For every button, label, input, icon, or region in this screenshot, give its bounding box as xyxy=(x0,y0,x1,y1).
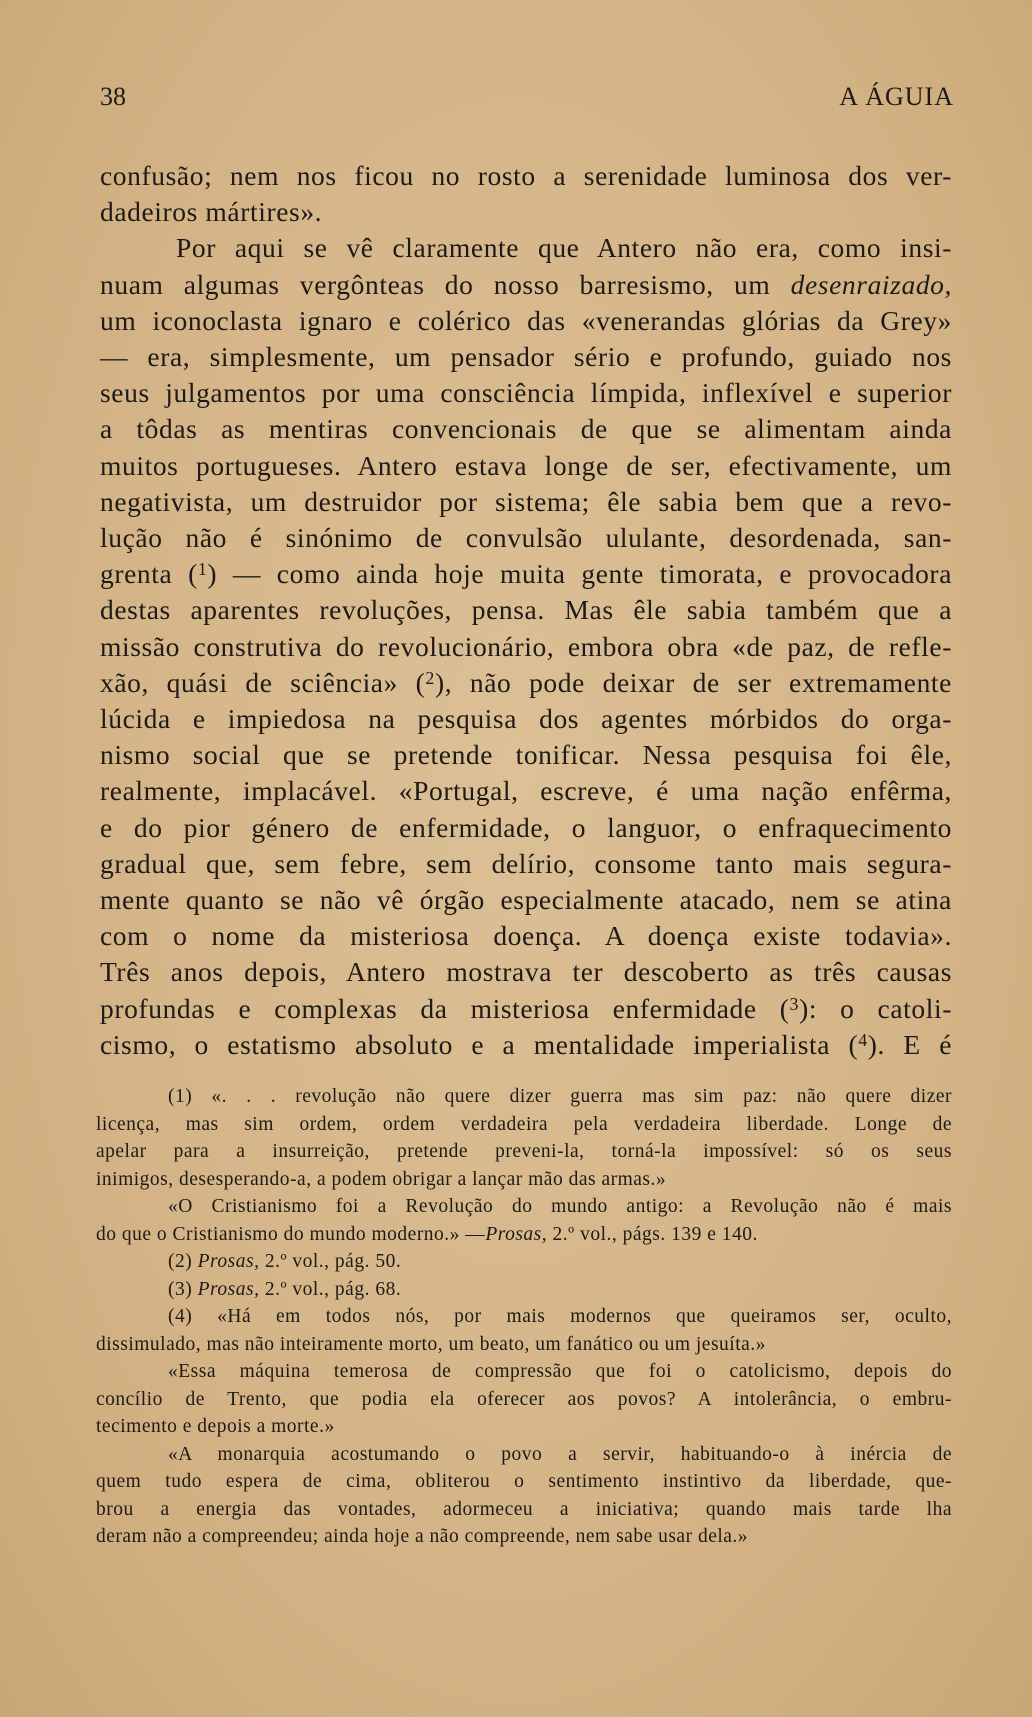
text-line: nuam algumas vergônteas do nosso barresismo, um desenraizado, xyxy=(100,268,952,300)
text-line: cismo, o estatismo absoluto e a mentalidade imperialista ($^4$). E é xyxy=(100,1028,953,1060)
running-head xyxy=(100,82,954,118)
journal-title: A ÁGUIA xyxy=(839,82,954,111)
text-line: a tôdas as mentiras convencionais de que se alimentam ainda xyxy=(100,413,952,445)
text-line: e do pior género de enfermidade, o languor, o enfraquecimento xyxy=(100,811,952,843)
footnote-line: «Essa máquina temerosa de compressão que foi o catolicismo, depois do xyxy=(168,1361,952,1382)
footnote-ref: 4 xyxy=(858,1029,868,1050)
text-line: muitos portugueses. Antero estava longe de ser, efectivamente, um xyxy=(100,449,952,481)
footnote-line: «A monarquia acostumando o povo a servir, habituando-o à inércia de xyxy=(168,1443,952,1465)
footnote-line: quem tudo espera de cima, obliterou o sentimento instintivo da liberdade, que- xyxy=(96,1471,952,1492)
footnote-line: (1) «. . . revolução não quere dizer guerra mas sim paz: não quere dizer xyxy=(168,1086,952,1107)
text-line: confusão; nem nos ficou no rosto a serenidade luminosa dos ver- xyxy=(100,160,952,191)
text-line: gradual que, sem febre, sem delírio, consome tanto mais segura- xyxy=(100,847,952,879)
footnote-line: brou a energia das vontades, adormeceu a iniciativa; quando mais tarde lha xyxy=(96,1498,952,1520)
text-line: lúcida e impiedosa na pesquisa dos agentes mórbidos do orga- xyxy=(100,703,952,735)
footnote-line: deram não a compreendeu; ainda hoje a não compreende, nem sabe usar dela.» xyxy=(96,1526,749,1547)
text-line: dadeiros mártires». xyxy=(100,196,323,228)
text-line: profundas e complexas da misteriosa enfermidade ($^3$): o catoli- xyxy=(100,992,952,1024)
text-line: com o nome da misteriosa doença. A doença existe todavia». xyxy=(100,920,952,952)
text-line: xão, quási de sciência» ($^2$), não pode deixar de ser extremamente xyxy=(100,666,952,698)
text-line: negativista, um destruidor por sistema; êle sabia bem que a revo- xyxy=(100,485,952,517)
footnote-marker: (4) xyxy=(168,1306,193,1327)
footnote-line: (4) «Há em todos nós, por mais modernos que queiramos ser, oculto, xyxy=(168,1306,953,1327)
text-line: missão construtiva do revolucionário, embora obra «de paz, de refle- xyxy=(100,630,952,662)
footnotes xyxy=(96,1083,952,1551)
footnote-line: (2) Prosas, 2.º vol., pág. 50. xyxy=(168,1251,402,1272)
footnote-line: inimigos, desesperando-a, a podem obrigar a lançar mão das armas.» xyxy=(96,1168,667,1190)
text-line: — era, simplesmente, um pensador sério e profundo, guiado nos xyxy=(100,341,952,373)
text-line: Três anos depois, Antero mostrava ter descoberto as três causas xyxy=(100,956,952,988)
text-line: lução não é sinónimo de convulsão ululante, desordenada, san- xyxy=(100,522,952,554)
footnote-line: «O Cristianismo foi a Revolução do mundo antigo: a Revolução não é mais xyxy=(168,1196,952,1217)
footnote-line: (3) Prosas, 2.º vol., pág. 68. xyxy=(168,1278,402,1300)
text-line: grenta ($^1$) — como ainda hoje muita gente timorata, e provocadora xyxy=(100,558,952,590)
footnote-line: licença, mas sim ordem, ordem verdadeira pela verdadeira liberdade. Longe de xyxy=(96,1113,952,1135)
footnote-line: dissimulado, mas não inteiramente morto, um beato, um fanático ou um jesuíta.» xyxy=(96,1333,766,1355)
text-line: destas aparentes revoluções, pensa. Mas êle sabia também que a xyxy=(100,594,952,626)
footnote-line: apelar para a insurreição, pretende preveni-la, torná-la impossível: só os seus xyxy=(96,1141,952,1162)
footnote-ref: 1 xyxy=(197,559,208,580)
text-line: um iconoclasta ignaro e colérico das «venerandas glórias da Grey» xyxy=(100,304,952,336)
text-line: Por aqui se vê claramente que Antero não era, como insi- xyxy=(176,232,952,264)
page-number: 38 xyxy=(100,82,126,111)
text-line: seus julgamentos por uma consciência límpida, inflexível e superior xyxy=(100,377,952,409)
text-line: realmente, implacável. «Portugal, escreve, é uma nação enfêrma, xyxy=(100,775,952,807)
footnote-ref: 3 xyxy=(789,993,800,1014)
footnote-line: do que o Cristianismo do mundo moderno.» —Prosas, 2.º vol., págs. 139 e 140. xyxy=(96,1223,758,1245)
text-line: nismo social que se pretende tonificar. Nessa pesquisa foi êle, xyxy=(100,739,952,771)
footnote-marker: (1) xyxy=(168,1086,193,1107)
italic-word: desenraizado, xyxy=(790,268,952,300)
text-line: mente quanto se não vê órgão especialmente atacado, nem se atina xyxy=(100,884,952,916)
footnote-marker: (2) xyxy=(168,1251,193,1272)
main-text xyxy=(100,158,952,1063)
footnote-ref: 2 xyxy=(425,667,435,688)
footnote-line: concílio de Trento, que podia ela oferecer aos povos? A intolerância, o embru- xyxy=(96,1388,952,1410)
footnote-marker: (3) xyxy=(168,1278,193,1300)
footnote-line: tecimento e depois a morte.» xyxy=(96,1416,335,1437)
